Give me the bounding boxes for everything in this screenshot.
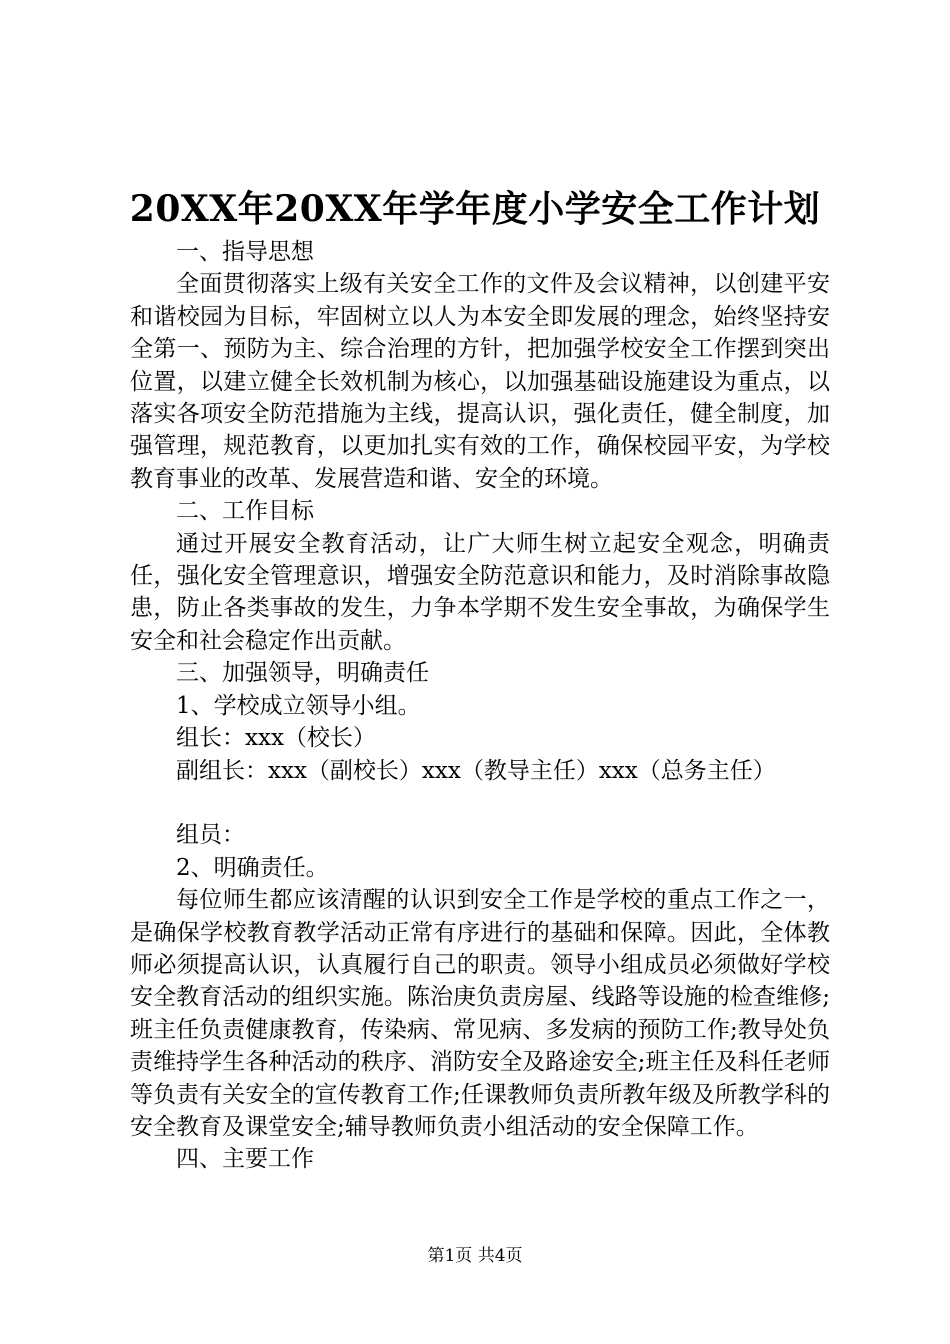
page-footer: 第1页 共4页: [427, 1246, 523, 1266]
leadership-item-1: 1、学校成立领导小组。: [176, 692, 421, 719]
guiding-ideology-paragraph: 全面贯彻落实上级有关安全工作的文件及会议精神，以创建平安和谐校园为目标，牢固树立以人为本安全即发展的理念，始终坚持安全第一、预防为主、综合治理的方针，把加强学校安全工作摆到突出位置，以建立健全长效机制为核心，以加强基础设施建设为重点，以落实各项安全防范措施为主线，提高认识，强化责任，健全制度，加强管理，规范教育，以更加扎实有效的工作，确保校园平安，为学校教育事业的改革、发展营造和谐、安全的环境。: [130, 271, 830, 492]
vice-leader-line: 副组长：xxx（副校长）xxx（教导主任）xxx（总务主任）: [176, 757, 776, 784]
responsibility-paragraph: 每位师生都应该清醒的认识到安全工作是学校的重点工作之一，是确保学校教育教学活动正常有序进行的基础和保障。因此，全体教师必须提高认识，认真履行自己的职责。领导小组成员必须做好学校安全教育活动的组织实施。陈治庚负责房屋、线路等设施的检查维修;班主任负责健康教育，传染病、常见病、多发病的预防工作;教导处负责维持学生各种活动的秩序、消防安全及路途安全;班主任及科任老师等负责有关安全的宣传教育工作;任课教师负责所教年级及所教学科的安全教育及课堂安全;辅导教师负责小组活动的安全保障工作。: [130, 887, 830, 1140]
leadership-item-2: 2、明确责任。: [176, 854, 329, 881]
document-body: [130, 236, 830, 1176]
section-heading-leadership: 三、加强领导，明确责任: [176, 660, 429, 687]
blank-line: [130, 787, 830, 819]
members-line: 组员：: [176, 822, 245, 849]
section-heading-work-goals: 二、工作目标: [176, 498, 314, 525]
section-heading-guiding-ideology: 一、指导思想: [176, 239, 314, 265]
section-heading-main-work: 四、主要工作: [176, 1146, 314, 1173]
document-title: 20XX年20XX年学年度小学安全工作计划: [129, 188, 821, 230]
work-goals-paragraph: 通过开展安全教育活动，让广大师生树立起安全观念，明确责任，强化安全管理意识，增强安全防范意识和能力，及时消除事故隐患，防止各类事故的发生，力争本学期不发生安全事故，为确保学生安全和社会稳定作出贡献。: [130, 530, 830, 654]
leader-line: 组长：xxx（校长）: [176, 725, 376, 752]
